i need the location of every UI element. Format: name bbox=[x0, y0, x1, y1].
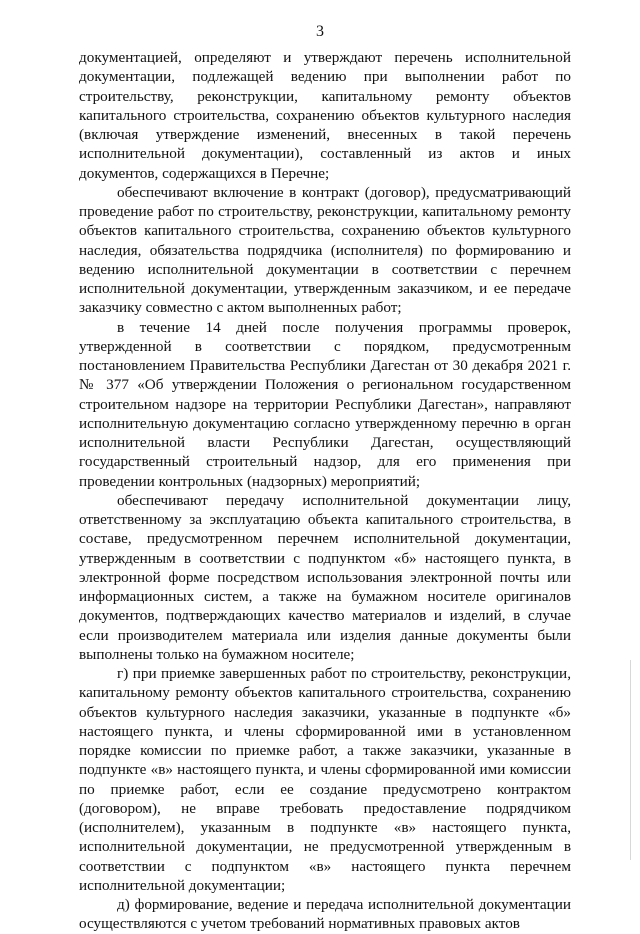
paragraph-inspection-program: в течение 14 дней после получения программы проверок, утвержденной в соответствии с порядком, предусмотренным постановлением Правительства Республики Дагестан от 30 декабря 2021 г. № 377 «Об утверждении Положения о региональном государственном строительном надзоре на территории Республики Дагестан», направляют исполнительную документацию согласно утвержденному перечню в орган исполнительной власти Республики Дагестан, осуществляющий государственный строительный надзор, для его применения при проведении контрольных (надзорных) мероприятий; bbox=[79, 318, 571, 490]
paragraph-subitem-g: г) при приемке завершенных работ по строительству, реконструкции, капитальному ремонту объектов капитального строительства, сохранению объектов культурного наследия заказчики, указанные в подпункте «б» настоящего пункта, и члены сформированной ими в установленном порядке комиссии по приемке работ, а также заказчики, указанные в подпункте «в» настоящего пункта, и члены сформированной ими комиссии по приемке работ, если ее создание предусмотрено контрактом (договором), не вправе требовать предоставление подрядчиком (исполнителем), указанным в подпункте «в» настоящего пункта, исполнительной документации, не предусмотренной утвержденным в соответствии с подпунктом «в» настоящего пункта перечнем исполнительной документации; bbox=[79, 665, 571, 894]
paragraph-subitem-d: д) формирование, ведение и передача исполнительной документации осуществляются с учетом требований нормативных правовых актов bbox=[79, 896, 571, 933]
paragraph-documentation-transfer: обеспечивают передачу исполнительной документации лицу, ответственному за эксплуатацию объекта капитального строительства, в составе, предусмотренном перечнем исполнительной документации, утвержденным в соответствии с подпунктом «б» настоящего пункта, в электронной форме посредством использования электронной почты или информационных систем, а также на бумажном носителе оригиналов документов, подтверждающих качество материалов и изделий, в случае если производителем материала или изделия данные документы были выполнены только на бумажном носителе; bbox=[79, 491, 571, 663]
document-body bbox=[79, 48, 571, 934]
page-number: 3 bbox=[316, 23, 324, 40]
paragraph-contract-obligations: обеспечивают включение в контракт (договор), предусматривающий проведение работ по строительству, реконструкции, капитальному ремонту объектов капитального строительства, сохранению объектов культурного наследия, обязательства подрядчика (исполнителя) по формированию и ведению исполнительной документации в соответствии с перечнем исполнительной документации, утвержденным заказчиком, и ее передаче заказчику совместно с актом выполненных работ; bbox=[79, 183, 571, 317]
scan-edge-line bbox=[630, 660, 631, 860]
paragraph-documentation-list: документацией, определяют и утверждают перечень исполнительной документации, подлежащей ведению при выполнении работ по строительству, реконструкции, капитальному ремонту объектов капитального строительства, сохранению объектов культурного наследия (включая утверждение изменений, внесенных в такой перечень исполнительной документации), составленный из актов и иных документов, содержащихся в Перечне; bbox=[79, 49, 571, 182]
